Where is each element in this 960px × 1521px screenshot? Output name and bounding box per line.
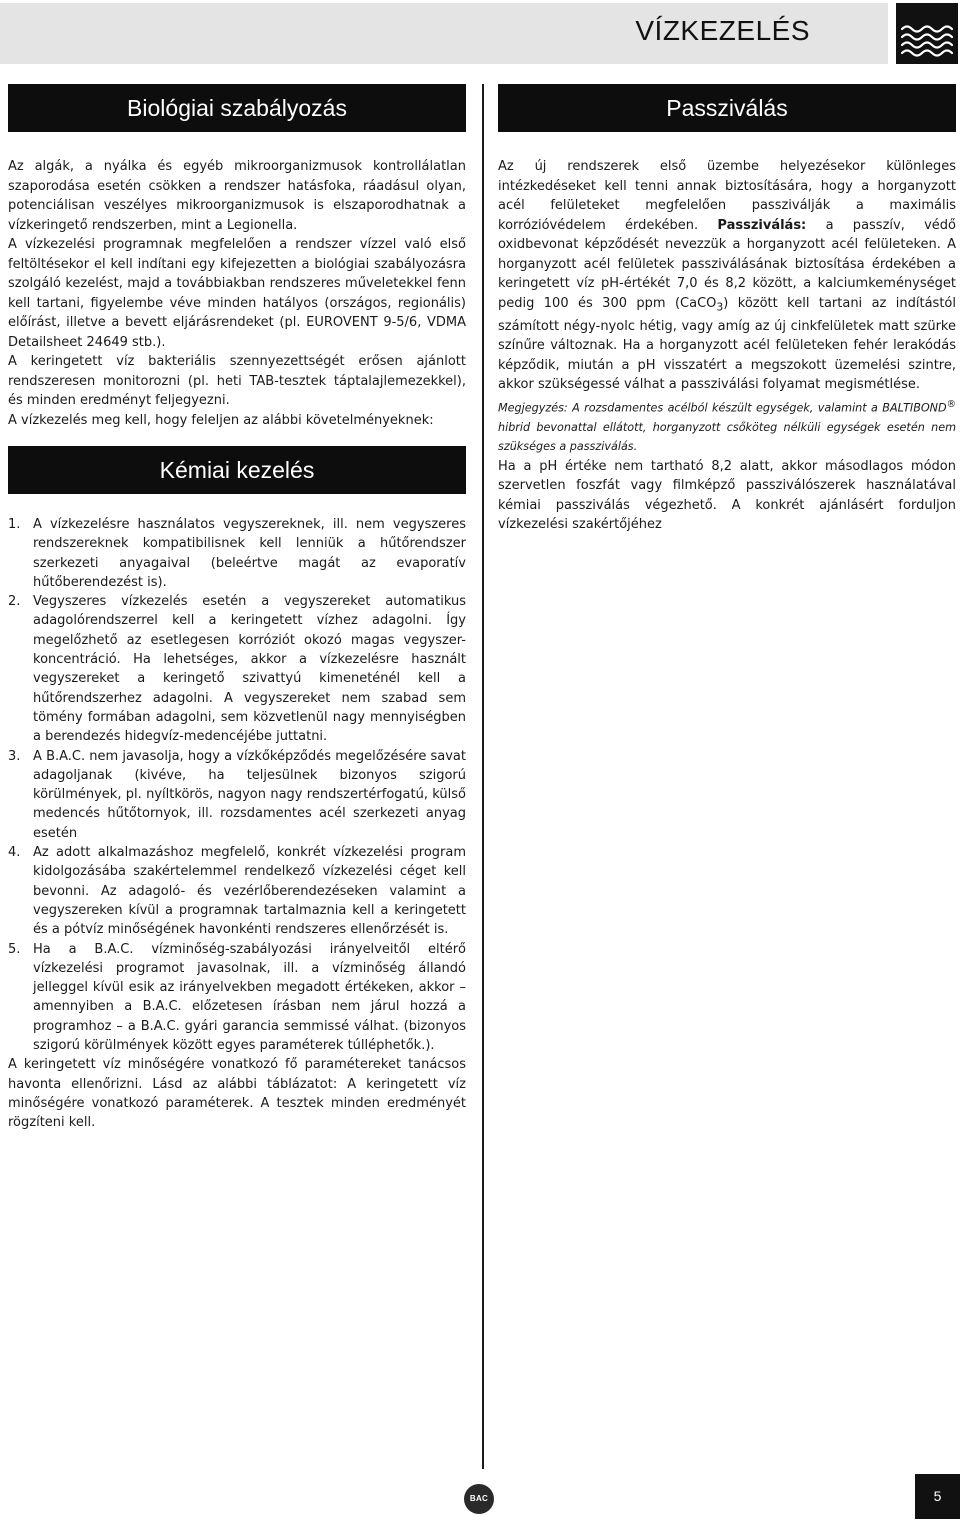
- left-column: [8, 84, 466, 1133]
- paragraph: A keringetett víz bakteriális szennyezettségét erősen ajánlott rendszeresen monitorozni (pl. heti TAB-tesztek táptalajlemezekkel), és minden eredményt feljegyezni.: [8, 354, 466, 408]
- bac-logo: BAC: [464, 1484, 494, 1514]
- list-item-text: Az adott alkalmazáshoz megfelelő, konkrét vízkezelési program kidolgozásába szakértelemmel rendelkező vízkezelési céget kell bevonni. Az adagoló- és vezérlőberendezéseken valamint a vegyszereken kívül a programnak tartalmaznia kell a keringetett és a pótvíz minőségének havonkénti rendszeres ellenőrzését is.: [33, 845, 466, 938]
- section-heading-chemical: Kémiai kezelés: [8, 446, 466, 494]
- water-waves-icon: [896, 3, 958, 64]
- paragraph: Az algák, a nyálka és egyéb mikroorganizmusok kontrollálatlan szaporodása esetén csökken a rendszer hatásfoka, ráadásul olyan, potenciálisan veszélyes mikroorganizmusok is elszaporodhatnak a vízkeringető rendszerben, mint a Legionella.: [8, 159, 466, 233]
- paragraph: A vízkezelés meg kell, hogy feleljen az alábbi követelményeknek:: [8, 412, 434, 428]
- paragraph: A vízkezelési programnak megfelelően a rendszer vízzel való első feltöltésekor el kell indítani egy kifejezetten a biológiai szabályozásra szolgáló kezelést, majd a továbbiakban rendszeres műveletekkel fenn kell tartani, figyelembe véve minden hatályos (országos, regionális) előírást, illetve a bevett eljárásrendeket (pl. EUROVENT 9-5/6, VDMA Detailsheet 24649 stb.).: [8, 237, 466, 350]
- note-paragraph: Megjegyzés: A rozsdamentes acélból készült egységek, valamint a BALTIBOND® hibrid bevonattal ellátott, horganyzott csőköteg nélküli egységek esetén nem szükséges a passziválás.: [498, 398, 956, 454]
- passivation-term: Passziválás:: [717, 217, 807, 233]
- list-item: [8, 940, 466, 1056]
- list-item: [8, 843, 466, 939]
- list-item: [8, 747, 466, 843]
- list-number: 1.: [8, 517, 21, 532]
- column-divider: [482, 84, 484, 1469]
- list-number: 3.: [8, 748, 21, 764]
- list-number: 4.: [8, 845, 21, 861]
- right-column: [498, 84, 956, 535]
- header-title: VÍZKEZELÉS: [635, 15, 810, 46]
- section-heading-passivation: Passziválás: [498, 84, 956, 132]
- list-item-text: Ha a B.A.C. vízminőség-szabályozási irányelveitől eltérő vízkezelési programot javasolnak, ill. a vízminőség állandó jelleggel kívül esik az irányelvekben megadott értékeken, akkor – amennyiben a B.A.C. előzetesen írásban nem járul hozzá a programhoz – a B.A.C. gyári garancia semmissé válhat. (bizonyos szigorú körülmények között egyes paraméterek túlléphetők.).: [33, 941, 466, 1054]
- requirements-list: [8, 515, 466, 1055]
- list-number: 5.: [8, 941, 21, 957]
- list-item: [8, 592, 466, 746]
- list-item-text: A vízkezelésre használatos vegyszereknek, ill. nem vegyszeres rendszereknek kompatibilisnek kell lenniük a hűtőrendszer szerkezeti anyagaival (beleértve magát az evaporatív hűtőberendezést is).: [33, 517, 466, 590]
- closing-paragraph: A keringetett víz minőségére vonatkozó fő paramétereket tanácsos havonta ellenőrizni. Lásd az alábbi táblázatot: A keringetett víz minőségére vonatkozó paraméterek. A tesztek minden eredményét rögzíteni kell.: [8, 1057, 466, 1131]
- passivation-paragraph: Az új rendszerek első üzembe helyezésekor különleges intézkedéseket kell tenni annak biztosítására, hogy a horganyzott acél felületeket megfelelően passziválják a maximális korrózióvédelem érdekében. Passziválás: a passzív, védő oxidbevonat képződését nevezzük a horganyzott acél felületeken. A horganyzott acél felületek passziválásának biztosítása érdekében a keringetett víz pH-értékét 7,0 és 8,2 között, a kalciumkeménységet pedig 100 és 300 ppm (CaCO$_3$) között kell tartani az indítástól számított négy-nyolc hétig, vagy amíg az új cinkfelületek matt szürke színűre változnak. Ha a horganyzott acél felületeken fehér lerakódás képződik, miután a pH visszatért a megszokott üzemelési szintre, akkor szükségessé válhat a passziválási folyamat megismétlése.: [498, 159, 957, 393]
- page-number: 5: [915, 1474, 960, 1519]
- list-item-text: A B.A.C. nem javasolja, hogy a vízkőképződés megelőzésére savat adagoljanak (kivéve, ha teljesülnek bizonyos szigorú körülmények, pl. nyíltkörös, nagyon nagy rendszertérfogatú, külső medencés hűtőtornyok, ill. rozsdamentes acél szerkezeti anyag esetén: [33, 748, 466, 841]
- list-number: 2.: [8, 594, 21, 610]
- list-item-text: Vegyszeres vízkezelés esetén a vegyszereket automatikus adagolórendszerrel kell a keringetett vízhez adagolni. Így megelőzhető az esetlegesen korróziót okozó magas vegyszer-koncentráció. Ha lehetséges, akkor a vízkezelésre használt vegyszereket a keringető szivattyú kimeneténél kell a hűtőrendszerhez adagolni. A vegyszereket nem szabad sem tömény formában adagolni, sem közvetlenül nagy mennyiségben a berendezés hidegvíz-medencéjébe juttatni.: [33, 594, 466, 745]
- section-heading-biological: Biológiai szabályozás: [8, 84, 466, 132]
- header-bar: [0, 3, 888, 64]
- paragraph: Ha a pH értéke nem tartható 8,2 alatt, akkor másodlagos módon szervetlen foszfát vagy filmképző passziválószerek használatával kémiai passziválás végezhető. A konkrét ajánlásért forduljon vízkezelési szakértőjéhez: [498, 458, 956, 533]
- list-item: [8, 515, 466, 592]
